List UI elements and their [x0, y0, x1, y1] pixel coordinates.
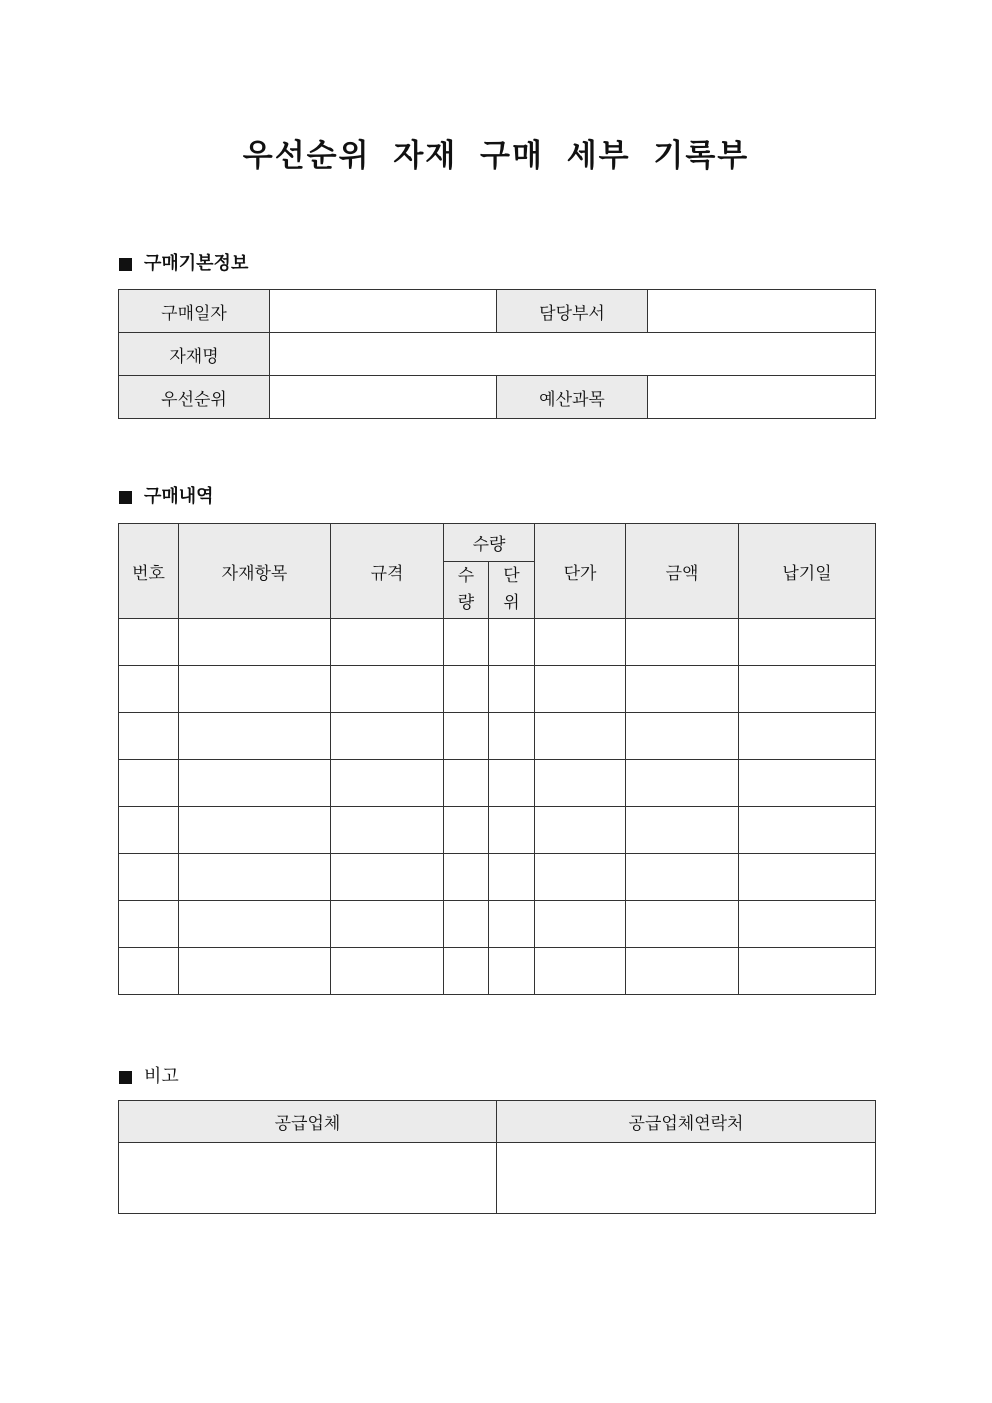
table-header-row	[119, 524, 876, 562]
table-row	[119, 948, 876, 995]
table-row	[119, 333, 876, 376]
quantity-cell[interactable]	[444, 760, 489, 807]
material-item-cell[interactable]	[179, 948, 331, 995]
amount-cell[interactable]	[626, 619, 739, 666]
col-header-quantity	[444, 562, 489, 619]
delivery-date-cell[interactable]	[739, 666, 876, 713]
number-cell[interactable]	[119, 807, 179, 854]
unit-price-cell[interactable]	[535, 760, 626, 807]
unit-bottom-char: 위	[503, 593, 520, 613]
section-title: 비고	[144, 1066, 179, 1087]
spec-cell[interactable]	[331, 901, 444, 948]
basic-info-table	[118, 289, 876, 419]
spec-cell[interactable]	[331, 713, 444, 760]
quantity-cell[interactable]	[444, 666, 489, 713]
unit-cell[interactable]	[489, 948, 535, 995]
unit-price-cell[interactable]	[535, 854, 626, 901]
unit-price-cell[interactable]	[535, 948, 626, 995]
delivery-date-cell[interactable]	[739, 713, 876, 760]
page-title: 우선순위 자재 구매 세부 기록부	[242, 138, 750, 174]
delivery-date-cell[interactable]	[739, 760, 876, 807]
material-item-cell[interactable]	[179, 713, 331, 760]
unit-cell[interactable]	[489, 807, 535, 854]
quantity-cell[interactable]	[444, 901, 489, 948]
unit-price-cell[interactable]	[535, 713, 626, 760]
table-row	[119, 713, 876, 760]
table-row	[119, 807, 876, 854]
delivery-date-cell[interactable]	[739, 807, 876, 854]
square-bullet-icon	[119, 1071, 132, 1084]
unit-price-cell[interactable]	[535, 666, 626, 713]
spec-cell[interactable]	[331, 666, 444, 713]
section-heading-basic-info	[119, 252, 248, 276]
spec-cell[interactable]	[331, 807, 444, 854]
quantity-bottom-char: 량	[457, 593, 475, 613]
section-heading-purchase-items	[119, 485, 214, 509]
spec-cell[interactable]	[331, 619, 444, 666]
material-name-label: 자재명	[119, 333, 270, 376]
square-bullet-icon	[119, 491, 132, 504]
amount-cell[interactable]	[626, 713, 739, 760]
col-header-quantity-group: 수량	[444, 524, 535, 562]
col-header-amount: 금액	[626, 524, 739, 619]
spec-cell[interactable]	[331, 760, 444, 807]
unit-top-char: 단	[503, 566, 520, 586]
material-name-field[interactable]	[270, 333, 876, 376]
unit-cell[interactable]	[489, 666, 535, 713]
supplier-field[interactable]	[119, 1143, 497, 1214]
unit-cell[interactable]	[489, 619, 535, 666]
number-cell[interactable]	[119, 619, 179, 666]
number-cell[interactable]	[119, 713, 179, 760]
delivery-date-cell[interactable]	[739, 854, 876, 901]
table-row	[119, 666, 876, 713]
table-row	[119, 760, 876, 807]
col-header-unit	[489, 562, 535, 619]
spec-cell[interactable]	[331, 948, 444, 995]
budget-item-label: 예산과목	[497, 376, 648, 419]
table-row	[119, 290, 876, 333]
material-item-cell[interactable]	[179, 666, 331, 713]
spec-cell[interactable]	[331, 854, 444, 901]
table-row	[119, 854, 876, 901]
section-title: 구매기본정보	[144, 253, 249, 274]
number-cell[interactable]	[119, 666, 179, 713]
quantity-cell[interactable]	[444, 713, 489, 760]
number-cell[interactable]	[119, 760, 179, 807]
col-header-delivery-date: 납기일	[739, 524, 876, 619]
number-cell[interactable]	[119, 901, 179, 948]
amount-cell[interactable]	[626, 854, 739, 901]
table-row	[119, 1143, 876, 1214]
purchase-items-body	[119, 619, 876, 995]
remarks-table	[118, 1100, 876, 1214]
amount-cell[interactable]	[626, 948, 739, 995]
quantity-top-char: 수	[457, 566, 475, 586]
col-header-unit-price: 단가	[535, 524, 626, 619]
col-header-material-item: 자재항목	[179, 524, 331, 619]
table-row	[119, 376, 876, 419]
number-cell[interactable]	[119, 854, 179, 901]
budget-item-field[interactable]	[648, 376, 876, 419]
supplier-label: 공급업체	[119, 1101, 497, 1143]
unit-price-cell[interactable]	[535, 619, 626, 666]
unit-cell[interactable]	[489, 854, 535, 901]
purchase-items-table	[118, 523, 876, 995]
material-item-cell[interactable]	[179, 901, 331, 948]
material-item-cell[interactable]	[179, 760, 331, 807]
unit-cell[interactable]	[489, 901, 535, 948]
col-header-spec: 규격	[331, 524, 444, 619]
purchase-date-label: 구매일자	[119, 290, 270, 333]
amount-cell[interactable]	[626, 666, 739, 713]
department-field[interactable]	[648, 290, 876, 333]
material-item-cell[interactable]	[179, 854, 331, 901]
quantity-cell[interactable]	[444, 948, 489, 995]
table-row	[119, 619, 876, 666]
quantity-cell[interactable]	[444, 854, 489, 901]
priority-label: 우선순위	[119, 376, 270, 419]
section-heading-remarks	[119, 1065, 179, 1089]
table-row	[119, 901, 876, 948]
delivery-date-cell[interactable]	[739, 901, 876, 948]
number-cell[interactable]	[119, 948, 179, 995]
square-bullet-icon	[119, 258, 132, 271]
amount-cell[interactable]	[626, 807, 739, 854]
amount-cell[interactable]	[626, 901, 739, 948]
delivery-date-cell[interactable]	[739, 619, 876, 666]
amount-cell[interactable]	[626, 760, 739, 807]
unit-price-cell[interactable]	[535, 807, 626, 854]
quantity-cell[interactable]	[444, 807, 489, 854]
unit-cell[interactable]	[489, 713, 535, 760]
table-header-row	[119, 1101, 876, 1143]
supplier-contact-field[interactable]	[497, 1143, 876, 1214]
unit-price-cell[interactable]	[535, 901, 626, 948]
department-label: 담당부서	[497, 290, 648, 333]
section-title: 구매내역	[144, 486, 214, 507]
material-item-cell[interactable]	[179, 807, 331, 854]
quantity-cell[interactable]	[444, 619, 489, 666]
col-header-number: 번호	[119, 524, 179, 619]
unit-cell[interactable]	[489, 760, 535, 807]
delivery-date-cell[interactable]	[739, 948, 876, 995]
priority-field[interactable]	[270, 376, 497, 419]
material-item-cell[interactable]	[179, 619, 331, 666]
purchase-date-field[interactable]	[270, 290, 497, 333]
supplier-contact-label: 공급업체연락처	[497, 1101, 876, 1143]
